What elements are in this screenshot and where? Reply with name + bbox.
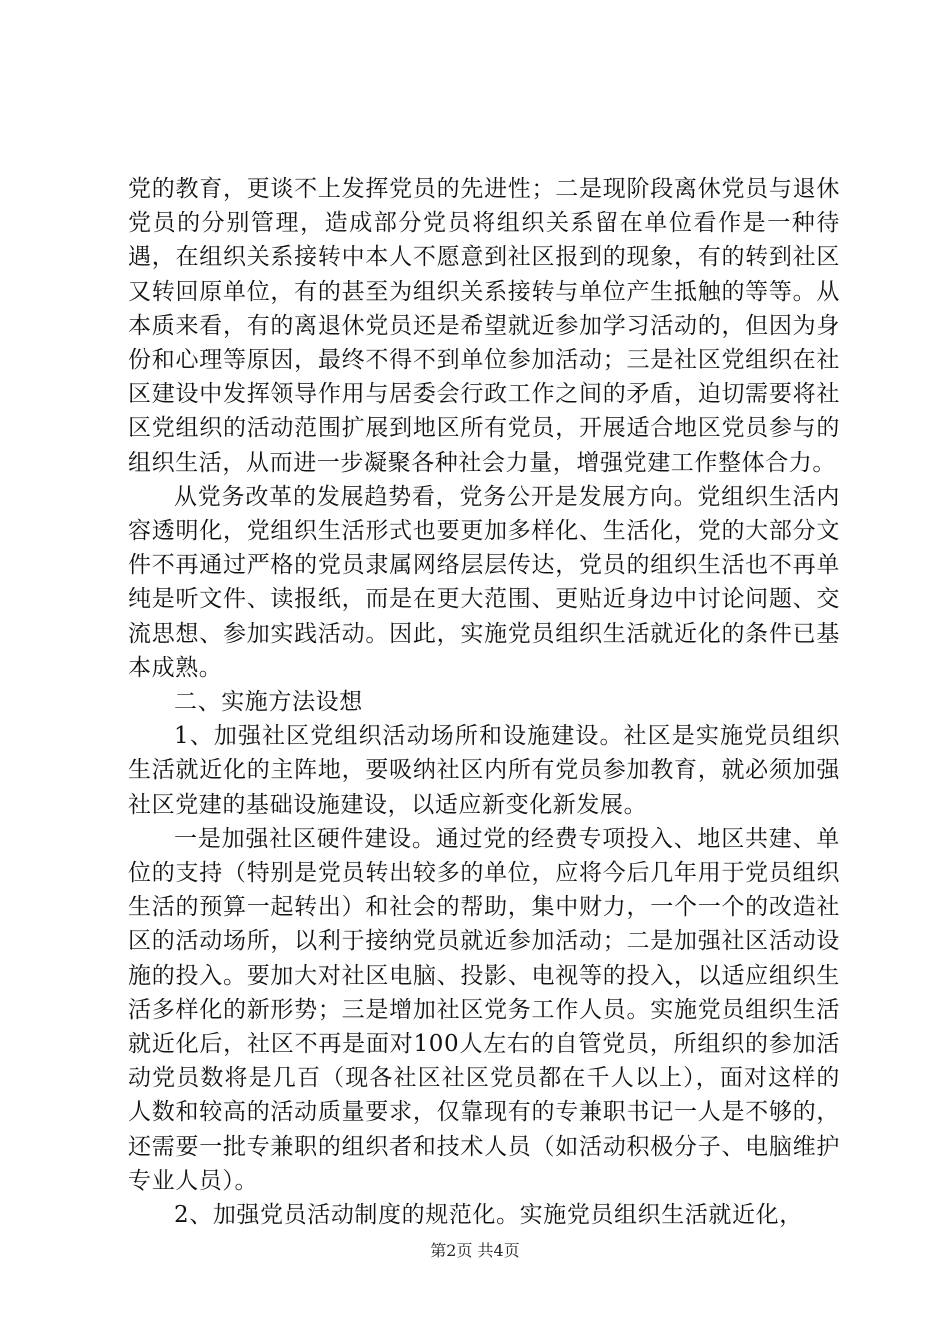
paragraph-reform-trend: 从党务改革的发展趋势看，党务公开是发展方向。党组织生活内容透明化，党组织生活形式也要更加多样化、生活化，党的大部分文件不再通过严格的党员隶属网络层层传达，党员的组织生活也不再单纯是听文件、读报纸，而是在更大范围、更贴近身边中讨论问题、交流思想、参加实践活动。因此，实施党员组织生活就近化的条件已基本成熟。: [128, 483, 840, 681]
document-body: [128, 172, 840, 1232]
paragraph-hardware-construction: 一是加强社区硬件建设。通过党的经费专项投入、地区共建、单位的支持（特别是党员转出较多的单位，应将今后几年用于党员组织生活的预算一起转出）和社会的帮助，集中财力，一个一个的改造社区的活动场所，以利于接纳党员就近参加活动；二是加强社区活动设施的投入。要加大对社区电脑、投影、电视等的投入，以适应组织生活多样化的新形势；三是增加社区党务工作人员。实施党员组织生活就近化后，社区不再是面对100人左右的自管党员，所组织的参加活动党员数将是几百（现各社区社区党员都在千人以上），面对这样的人数和较高的活动质量要求，仅靠现有的专兼职书记一人是不够的，还需要一批专兼职的组织者和技术人员（如活动积极分子、电脑维护专业人员）。: [128, 825, 840, 1194]
paragraph-point-1: 1、加强社区党组织活动场所和设施建设。社区是实施党员组织生活就近化的主阵地，要吸纳社区内所有党员参加教育，就必须加强社区党建的基础设施建设，以适应新变化新发展。: [128, 723, 840, 818]
page-footer: 第2页 共4页: [430, 1241, 520, 1260]
section-heading-implementation: 二、实施方法设想: [174, 689, 363, 716]
paragraph-point-2: 2、加强党员活动制度的规范化。实施党员组织生活就近化，: [174, 1202, 803, 1229]
paragraph-continuation: 党的教育，更谈不上发挥党员的先进性；二是现阶段离休党员与退休党员的分别管理，造成部分党员将组织关系留在单位看作是一种待遇，在组织关系接转中本人不愿意到社区报到的现象，有的转到社区又转回原单位，有的甚至为组织关系接转与单位产生抵触的等等。从本质来看，有的离退休党员还是希望就近参加学习活动的，但因为身份和心理等原因，最终不得不到单位参加活动；三是社区党组织在社区建设中发挥领导作用与居委会行政工作之间的矛盾，迫切需要将社区党组织的活动范围扩展到地区所有党员，开展适合地区党员参与的组织生活，从而进一步凝聚各种社会力量，增强党建工作整体合力。: [128, 176, 840, 476]
